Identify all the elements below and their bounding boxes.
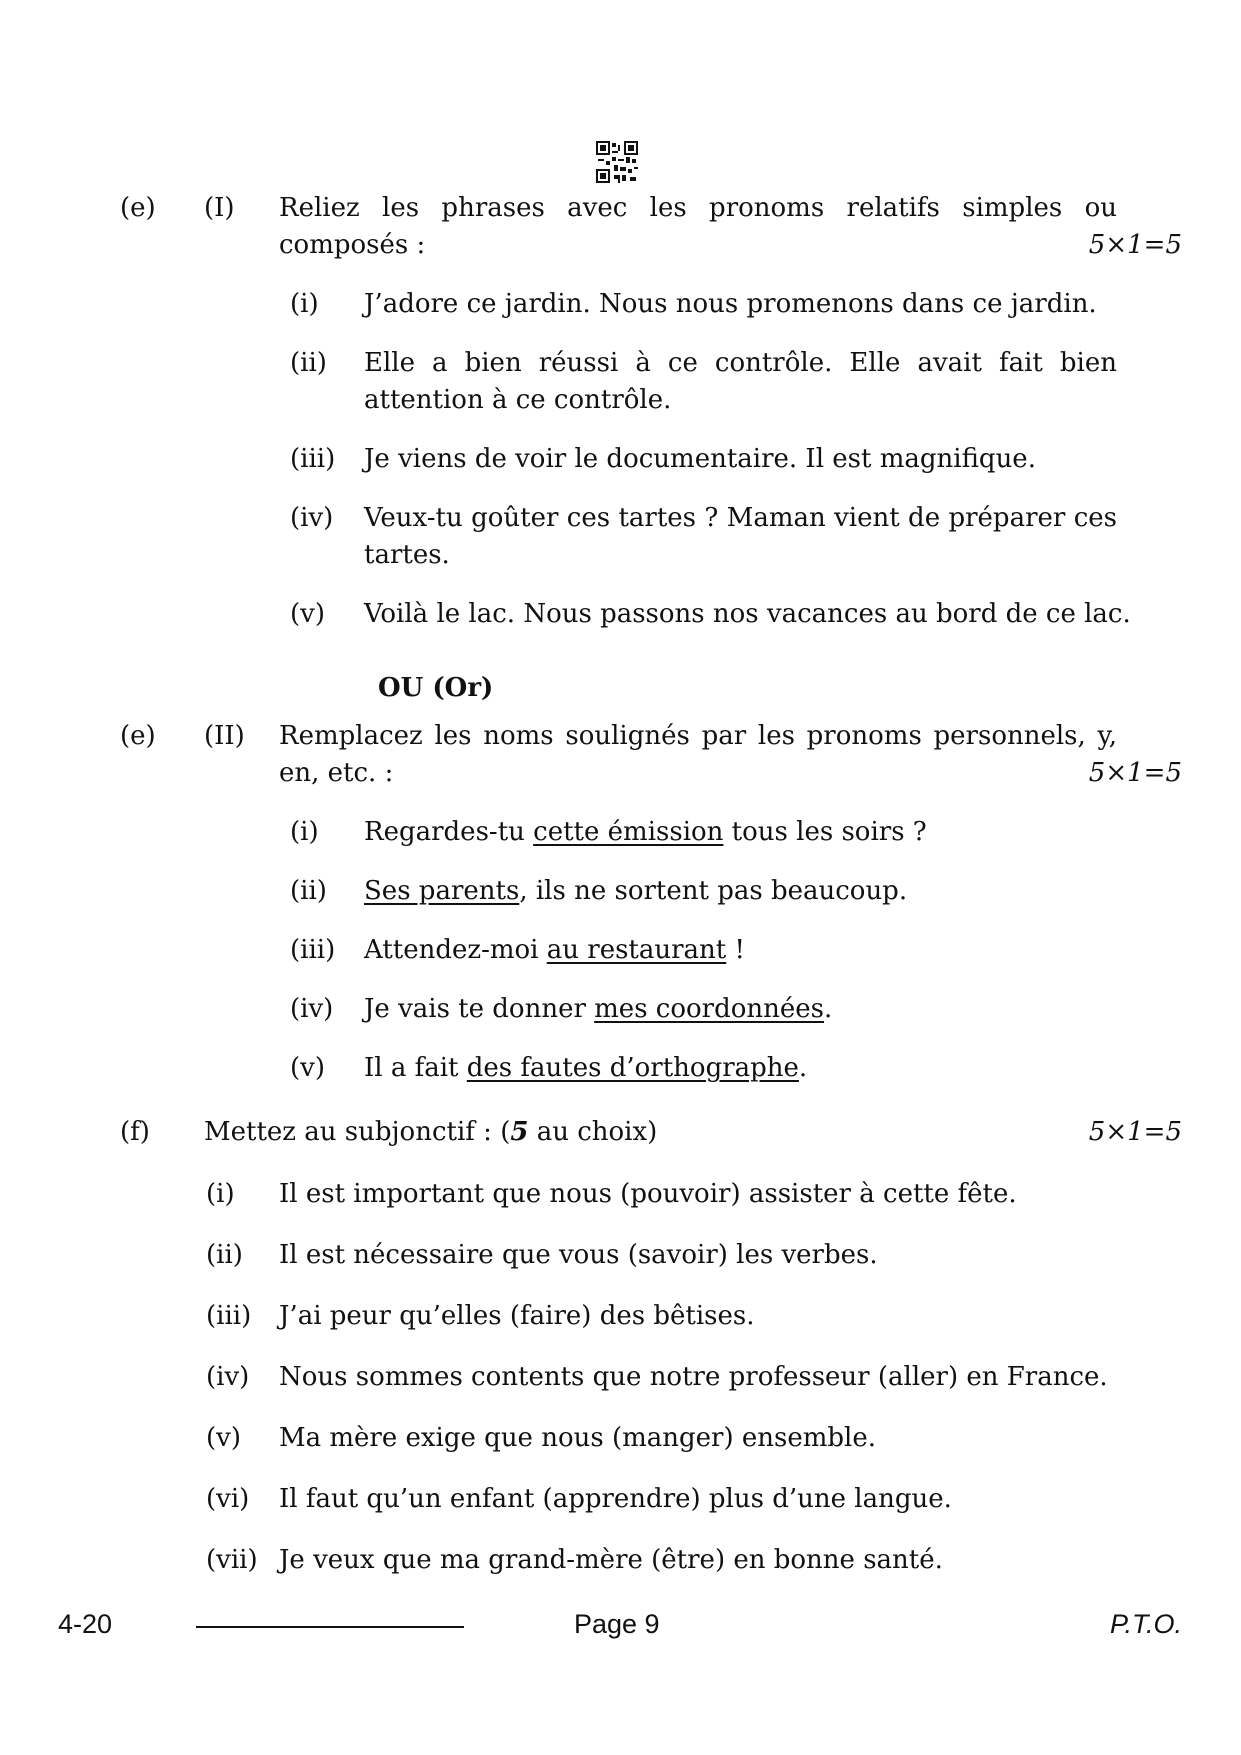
text-pre: Attendez-moi [364,935,547,965]
or-separator: OU (Or) [378,673,494,703]
instruction-line-2: composés : [279,230,426,260]
item-number: (iv) [290,994,334,1024]
item-text-cont: attention à ce contrôle. [364,385,672,415]
instruction-line [204,1114,657,1151]
item-text: Je veux que ma grand-mère (être) en bonne santé. [279,1545,943,1575]
instruction-line-1: Remplacez les noms soulignés par les pronoms personnels, y, [279,721,1117,751]
underlined-noun: mes coordonnées [594,994,825,1024]
footer-divider [196,1626,464,1628]
page-number: Page 9 [574,1609,660,1639]
item-number: (i) [290,817,319,847]
item-text [364,932,745,969]
question-label-e: (e) [120,193,156,223]
item-text: Ma mère exige que nous (manger) ensemble. [279,1423,876,1453]
item-number: (iii) [206,1301,252,1331]
text-post: . [824,994,833,1024]
item-number: (v) [290,1053,325,1083]
item-number: (ii) [290,348,327,378]
text-post: , ils ne sortent pas beaucoup. [519,876,908,906]
item-text: Elle a bien réussi à ce contrôle. Elle avait fait bien [364,348,1117,378]
item-text: Veux-tu goûter ces tartes ? Maman vient de préparer ces [364,503,1117,533]
item-text: Il est nécessaire que vous (savoir) les verbes. [279,1240,878,1270]
underlined-noun: Ses parents [364,876,520,906]
instruction-post: au choix) [528,1117,658,1147]
instruction-line-2: en, etc. : [279,758,394,788]
item-text [364,991,832,1028]
item-number: (ii) [290,876,327,906]
item-text: Il faut qu’un enfant (apprendre) plus d’une langue. [279,1484,952,1514]
item-text: Il est important que nous (pouvoir) assister à cette fête. [279,1179,1017,1209]
question-label-f: (f) [120,1117,150,1147]
item-number: (i) [206,1179,235,1209]
item-number: (v) [290,599,325,629]
item-text: Nous sommes contents que notre professeur (aller) en France. [279,1362,1108,1392]
paper-code: 4-20 [58,1609,113,1639]
item-number: (iii) [290,935,336,965]
instruction-pre: Mettez au subjonctif : ( [204,1117,511,1147]
marks-label: 5×1=5 [1088,1117,1182,1147]
item-text [364,814,927,851]
item-text: J’ai peur qu’elles (faire) des bêtises. [279,1301,755,1331]
underlined-noun: cette émission [533,817,724,847]
pto-label: P.T.O. [1109,1609,1182,1639]
qr-code-icon [596,141,638,183]
underlined-noun: au restaurant [546,935,727,965]
item-number: (vi) [206,1484,250,1514]
choice-count: 5 [510,1117,529,1147]
instruction-line-1: Reliez les phrases avec les pronoms relatifs simples ou [279,193,1117,223]
item-text: Voilà le lac. Nous passons nos vacances au bord de ce lac. [364,599,1131,629]
item-text: Je viens de voir le documentaire. Il est magnifique. [364,444,1036,474]
question-label-e: (e) [120,721,156,751]
item-text [364,873,907,910]
item-number: (v) [206,1423,241,1453]
text-pre: Il a fait [364,1053,467,1083]
item-number: (iii) [290,444,336,474]
text-post: . [798,1053,808,1083]
item-text-cont: tartes. [364,540,450,570]
item-text: J’adore ce jardin. Nous nous promenons dans ce jardin. [364,289,1097,319]
item-text [364,1050,807,1087]
text-pre: Regardes-tu [364,817,534,847]
question-label-II: (II) [204,721,245,751]
question-label-I: (I) [204,193,235,223]
underlined-noun: des fautes d’orthographe [466,1053,799,1083]
text-post: tous les soirs ? [723,817,927,847]
item-number: (vii) [206,1545,258,1575]
item-number: (ii) [206,1240,243,1270]
text-pre: Je vais te donner [364,994,595,1024]
item-number: (iv) [206,1362,250,1392]
item-number: (iv) [290,503,334,533]
text-post: ! [726,935,745,965]
item-number: (i) [290,289,319,319]
marks-label: 5×1=5 [1088,758,1182,788]
marks-label: 5×1=5 [1088,230,1182,260]
